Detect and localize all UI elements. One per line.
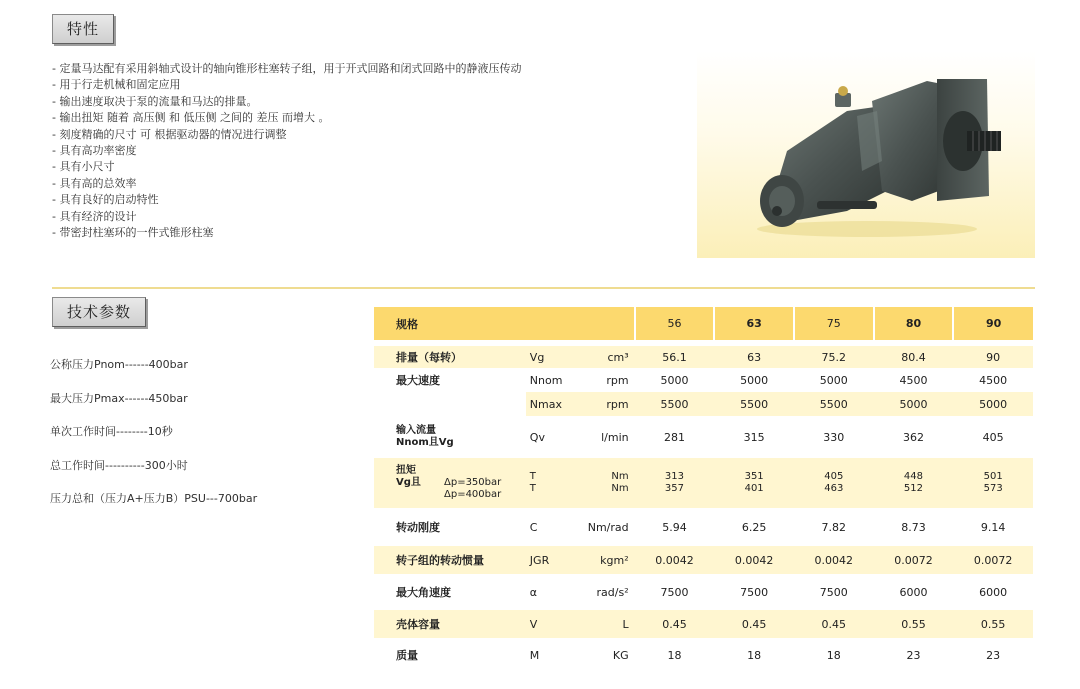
cell-value-line: 463 — [824, 483, 844, 494]
cell-value: 5500 — [714, 392, 794, 416]
feature-item: - 具有高功率密度 — [52, 143, 521, 159]
row-label — [374, 416, 526, 458]
table-row — [374, 458, 1033, 508]
delta-p-400: Δp=400bar — [444, 489, 502, 500]
row-unit — [581, 458, 635, 508]
row-unit: L — [581, 610, 635, 638]
row-label: 最大速度 — [374, 368, 526, 392]
param-item: 单次工作时间--------10秒 — [50, 425, 173, 438]
feature-item: - 具有小尺寸 — [52, 159, 521, 175]
row-symbol-line: T — [529, 471, 536, 482]
feature-item: - 用于行走机械和固定应用 — [52, 77, 521, 93]
cell-value: 6000 — [953, 574, 1033, 610]
table-row — [374, 610, 1033, 638]
cell-value: 6.25 — [714, 508, 794, 546]
table-row — [374, 508, 1033, 546]
row-unit: rad/s² — [581, 574, 635, 610]
cell-value: 0.0042 — [635, 546, 715, 574]
feature-item: - 带密封柱塞环的一件式锥形柱塞 — [52, 225, 521, 241]
cell-value-line: 351 — [744, 471, 764, 482]
cell-value-line: 401 — [744, 483, 764, 494]
table-row — [374, 392, 1033, 416]
cell-value: 7500 — [635, 574, 715, 610]
header-size: 80 — [874, 307, 954, 340]
feature-item: - 具有经济的设计 — [52, 209, 521, 225]
cell-value: 0.0042 — [794, 546, 874, 574]
row-unit: kgm² — [581, 546, 635, 574]
cell-value: 75.2 — [794, 346, 874, 368]
cell-value: 6000 — [874, 574, 954, 610]
row-symbol: Nnom — [526, 368, 581, 392]
table-row — [374, 416, 1033, 458]
feature-item: - 具有高的总效率 — [52, 176, 521, 192]
header-label: 规格 — [374, 307, 635, 340]
cell-value: 9.14 — [953, 508, 1033, 546]
cell-value: 5000 — [714, 368, 794, 392]
cell-value: 18 — [714, 638, 794, 672]
row-label — [374, 392, 526, 416]
cell-value: 0.45 — [714, 610, 794, 638]
row-unit: rpm — [581, 392, 635, 416]
row-label-line: Nnom且Vg — [396, 437, 454, 448]
row-symbol: C — [526, 508, 581, 546]
cell-value — [714, 458, 794, 508]
param-item: 压力总和（压力A+压力B）PSU---700bar — [50, 492, 258, 505]
header-size: 63 — [714, 307, 794, 340]
param-item: 公称压力Pnom------400bar — [50, 358, 188, 371]
feature-list — [52, 61, 521, 241]
row-label — [374, 458, 526, 508]
cell-value: 281 — [635, 416, 715, 458]
table-header-row — [374, 307, 1033, 340]
cell-value: 5500 — [635, 392, 715, 416]
row-label: 质量 — [374, 638, 526, 672]
row-label: 壳体容量 — [374, 610, 526, 638]
cell-value: 330 — [794, 416, 874, 458]
cell-value — [635, 458, 715, 508]
table-row — [374, 574, 1033, 610]
cell-value: 405 — [953, 416, 1033, 458]
cell-value — [794, 458, 874, 508]
cell-value-line: 405 — [824, 471, 844, 482]
row-label: 最大角速度 — [374, 574, 526, 610]
row-unit: KG — [581, 638, 635, 672]
cell-value: 8.73 — [874, 508, 954, 546]
row-symbol: α — [526, 574, 581, 610]
cell-value: 23 — [874, 638, 954, 672]
cell-value: 362 — [874, 416, 954, 458]
param-item: 最大压力Pmax------450bar — [50, 391, 188, 405]
row-label: 转动刚度 — [374, 508, 526, 546]
cell-value: 0.0072 — [874, 546, 954, 574]
row-unit: rpm — [581, 368, 635, 392]
row-symbol: M — [526, 638, 581, 672]
row-label: 转子组的转动惯量 — [374, 546, 526, 574]
row-unit: l/min — [581, 416, 635, 458]
row-symbol-line: T — [529, 483, 536, 494]
cell-value: 315 — [714, 416, 794, 458]
row-unit: cm³ — [581, 346, 635, 368]
cell-value: 5.94 — [635, 508, 715, 546]
cell-value: 5000 — [953, 392, 1033, 416]
row-symbol: Vg — [526, 346, 581, 368]
row-symbol: Nmax — [526, 392, 581, 416]
cell-value: 7500 — [714, 574, 794, 610]
row-unit-line: Nm — [611, 483, 629, 494]
feature-item: - 输出扭矩 随着 高压侧 和 低压侧 之间的 差压 而增大 。 — [52, 110, 521, 126]
header-size: 75 — [794, 307, 874, 340]
row-unit: Nm/rad — [581, 508, 635, 546]
cell-value: 5000 — [874, 392, 954, 416]
spec-table — [374, 307, 1033, 672]
cell-value: 0.45 — [794, 610, 874, 638]
cell-value: 80.4 — [874, 346, 954, 368]
table-row — [374, 638, 1033, 672]
row-label-line: 输入流量 — [396, 425, 436, 436]
cell-value: 5000 — [794, 368, 874, 392]
table-row — [374, 346, 1033, 368]
param-item: 总工作时间----------300小时 — [50, 458, 188, 472]
features-heading: 特性 — [52, 14, 114, 44]
cell-value: 23 — [953, 638, 1033, 672]
param-list — [50, 357, 257, 525]
feature-item: - 具有良好的启动特性 — [52, 192, 521, 208]
row-label: 排量（每转） — [374, 346, 526, 368]
cell-value: 90 — [953, 346, 1033, 368]
cell-value — [874, 458, 954, 508]
cell-value: 18 — [635, 638, 715, 672]
row-symbol — [526, 458, 581, 508]
cell-value-line: 313 — [664, 471, 684, 482]
section-divider — [52, 287, 1035, 289]
header-size: 56 — [635, 307, 715, 340]
cell-value-line: 357 — [664, 483, 684, 494]
row-label-line: Vg且 — [396, 477, 421, 488]
cell-value: 63 — [714, 346, 794, 368]
row-unit-line: Nm — [611, 471, 629, 482]
table-row — [374, 368, 1033, 392]
tech-heading: 技术参数 — [52, 297, 146, 327]
cell-value-line: 512 — [903, 483, 924, 494]
cell-value-line: 573 — [983, 483, 1003, 494]
cell-value: 0.55 — [874, 610, 954, 638]
cell-value: 5000 — [635, 368, 715, 392]
cell-value: 0.0042 — [714, 546, 794, 574]
cell-value: 0.0072 — [953, 546, 1033, 574]
cell-value: 5500 — [794, 392, 874, 416]
cell-value: 7.82 — [794, 508, 874, 546]
cell-value: 4500 — [953, 368, 1033, 392]
row-symbol: JGR — [526, 546, 581, 574]
cell-value: 4500 — [874, 368, 954, 392]
cell-value: 7500 — [794, 574, 874, 610]
cell-value: 18 — [794, 638, 874, 672]
hydraulic-motor-photo — [697, 51, 1035, 258]
feature-item: - 定量马达配有采用斜轴式设计的轴向锥形柱塞转子组，用于开式回路和闭式回路中的静液压传动 — [52, 61, 521, 77]
cell-value: 0.55 — [953, 610, 1033, 638]
header-size: 90 — [953, 307, 1033, 340]
row-label-line: 扭矩 — [396, 465, 416, 476]
table-row — [374, 546, 1033, 574]
cell-value-line: 501 — [983, 471, 1003, 482]
cell-value — [953, 458, 1033, 508]
delta-p-350: Δp=350bar — [444, 477, 502, 488]
cell-value: 0.45 — [635, 610, 715, 638]
product-photo-panel — [697, 51, 1035, 258]
feature-item: - 输出速度取决于泵的流量和马达的排量。 — [52, 94, 521, 110]
row-symbol: Qv — [526, 416, 581, 458]
cell-value-line: 448 — [903, 471, 924, 482]
feature-item: - 刻度精确的尺寸 可 根据驱动器的情况进行调整 — [52, 127, 521, 143]
cell-value: 56.1 — [635, 346, 715, 368]
row-symbol: V — [526, 610, 581, 638]
